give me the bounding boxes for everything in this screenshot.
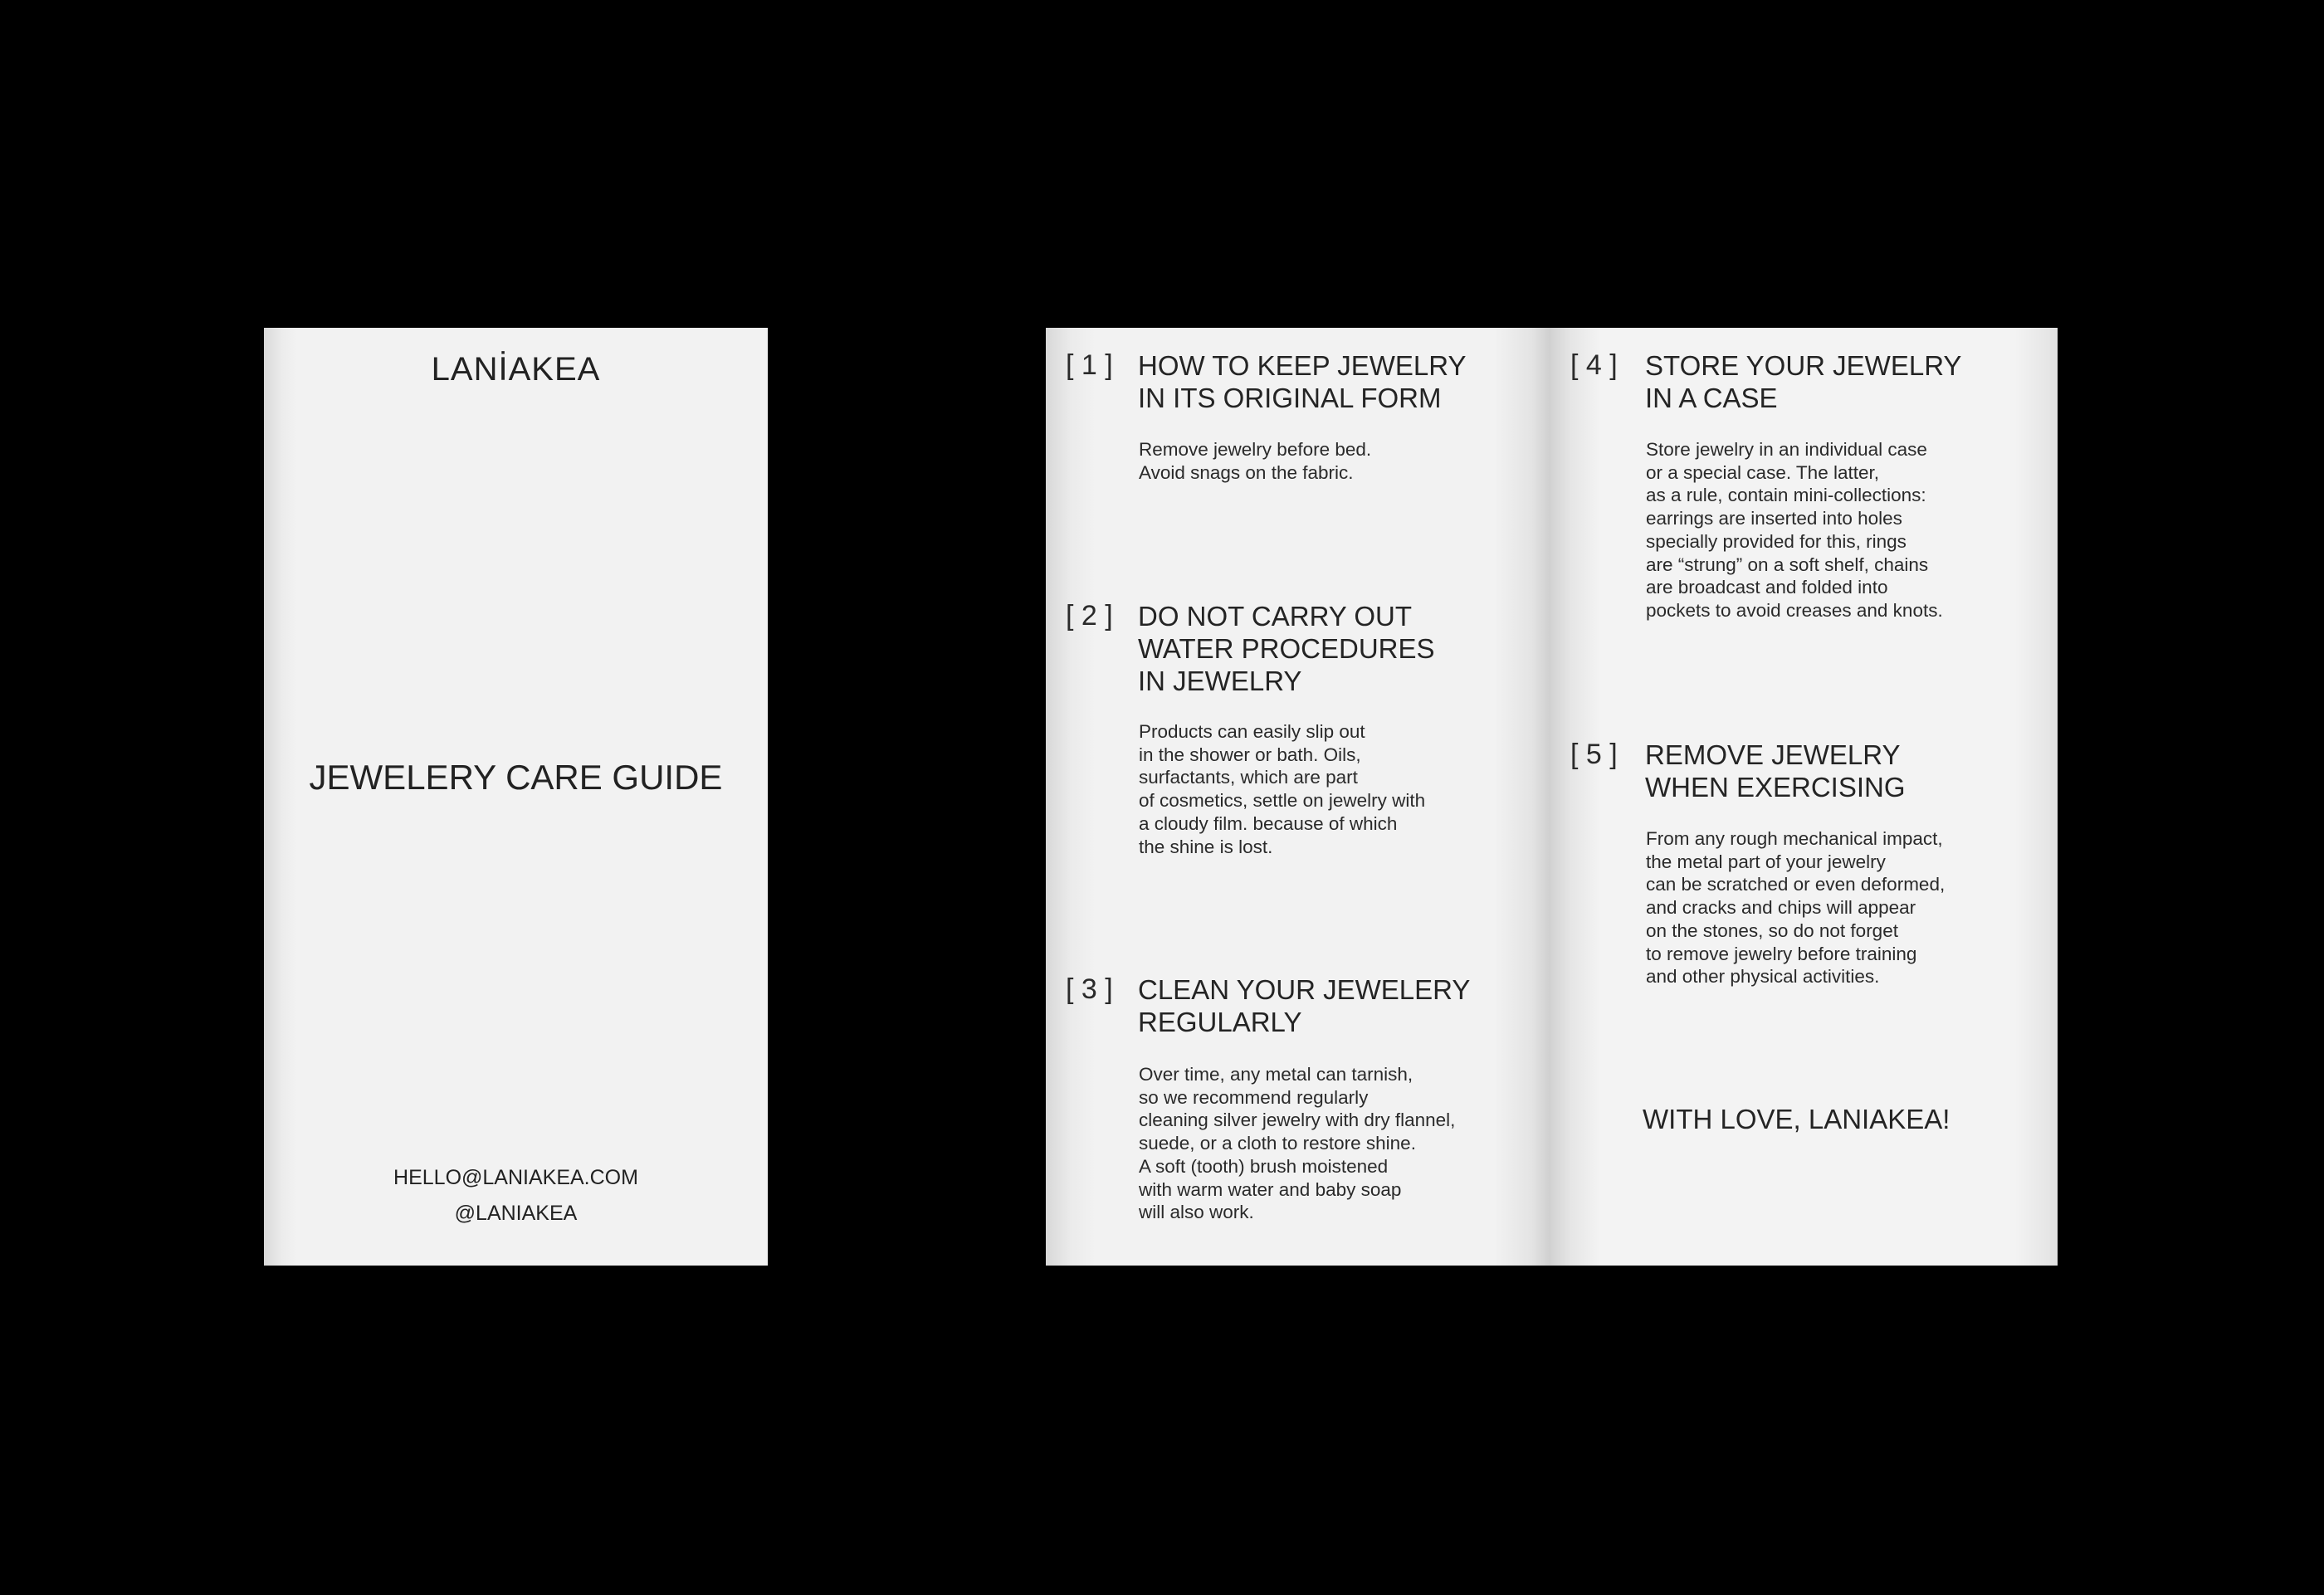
brand-logo: LANİAKEA [431,351,601,388]
guide-spread [1046,328,2058,1266]
section-body: Over time, any metal can tarnish, so we recommend regularly cleaning silver jewelry with dry flannel, suede, or a cloth to restore shine. A soft (tooth) brush moistened with warm water and baby soap will also work. [1139,1064,1456,1223]
section-body: Store jewelry in an individual case or a special case. The latter, as a rule, contain mini-collections: earrings are inserted into holes specially provided for this, rings are “strung” on a soft shelf, chains are broadcast and folded into pockets to avoid creases and knots. [1646,439,1943,621]
signoff: WITH LOVE, LANIAKEA! [1643,1104,1950,1134]
section-heading: CLEAN YOUR JEWELERY REGULARLY [1138,974,1471,1037]
contact-email: HELLO@LANIAKEA.COM [393,1166,638,1189]
contact-handle: @LANIAKEA [454,1202,578,1225]
right-page [1550,328,2058,1266]
section-number: [ 1 ] [1066,349,1113,381]
section-heading: STORE YOUR JEWELRY IN A CASE [1645,350,1962,413]
section-heading: DO NOT CARRY OUT WATER PROCEDURES IN JEWELRY [1138,601,1435,696]
section-body: Products can easily slip out in the shower or bath. Oils, surfactants, which are part of cosmetics, settle on jewelry with a cloudy film. because of which the shine is lost. [1139,721,1426,857]
section-heading: HOW TO KEEP JEWELRY IN ITS ORIGINAL FORM [1138,350,1467,413]
cover-title: JEWELERY CARE GUIDE [309,758,723,797]
section-heading: REMOVE JEWELRY WHEN EXERCISING [1645,739,1906,802]
section-number: [ 2 ] [1066,600,1113,632]
section-body: Remove jewelry before bed. Avoid snags on the fabric. [1139,439,1372,483]
section-number: [ 5 ] [1570,739,1618,770]
section-number: [ 4 ] [1570,349,1618,381]
section-number: [ 3 ] [1066,973,1113,1005]
cover-card [264,328,768,1266]
section-body: From any rough mechanical impact, the metal part of your jewelry can be scratched or even deformed, and cracks and chips will appear on the stones, so do not forget to remove jewelry before training and other physical activities. [1646,828,1946,988]
left-page [1046,328,1550,1266]
